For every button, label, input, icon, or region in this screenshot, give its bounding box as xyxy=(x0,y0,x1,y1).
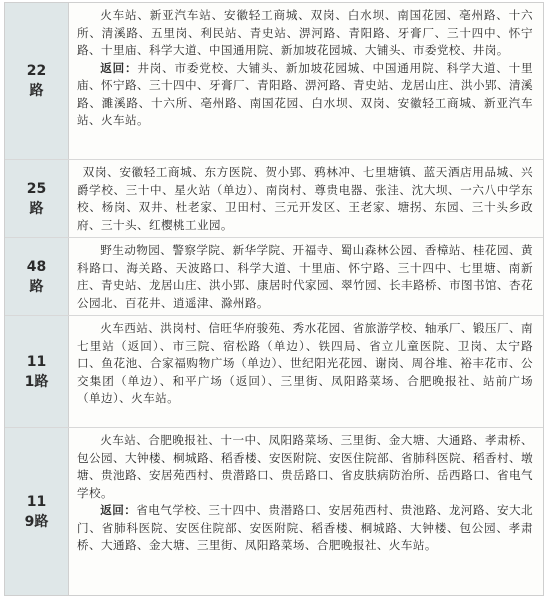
route-stops-cell xyxy=(69,316,543,427)
route-row-25 xyxy=(5,160,543,238)
forward-stops: 火车站、合肥晚报社、十一中、凤阳路菜场、三里街、金大塘、大通路、孝肃桥、包公园、大钟楼、桐城路、稻香楼、安医附院、安医住院部、省肺科医院、稻香村、墩塘、贵池路、安居苑西村、贵潜路口、贵岳路口、省皮肤病防治所、岳西路口、省电气学校。 xyxy=(77,433,533,500)
return-stops-text: 省电气学校、三十四中、贵潜路口、安居苑西村、贵池路、龙河路、安大北门、省肺科医院、安医住院部、安医附院、稻香楼、桐城路、大钟楼、包公园、孝肃桥、大通路、金大塘、三里街、凤阳路菜场、合肥晚报社、火车站。 xyxy=(77,503,534,552)
route-number-cell xyxy=(5,316,69,427)
return-stops xyxy=(77,502,533,555)
forward-stops: 火车西站、洪岗村、信旺华府骏苑、秀水花园、省旅游学校、轴承厂、锻压厂、南七里站（返回）、市三院、宿松路（单边）、铁四局、省立儿童医院、卫岗、太宁路口、鱼花池、合家福购物广场（单边）、世纪阳光花园、谢岗、周谷堆、裕丰花市、公交集团（单边）、和平广场（返回）、三里街、凤阳路菜场、合肥晚报社、站前广场（单边）、火车站。 xyxy=(77,321,533,405)
return-stops-text: 井岗、市委党校、大铺头、新加坡花园城、中国通用院、科学大道、十里庙、怀宁路、三十四中、牙膏厂、青阳路、淠河路、青史站、龙居山庄、洪小郢、清溪路、濉溪路、十六所、亳州路、南国花园、白水坝、双岗、安徽轻工商城、新亚汽车站、火车站。 xyxy=(77,60,533,127)
forward-stops: 双岗、安徽轻工商城、东方医院、贺小郢、鸦林冲、七里塘镇、蓝天酒店用品城、兴爵学校、三十中、星火站（单边）、南岗村、尊贵电器、张洼、沈大坝、一六八中学东校、杨岗、双井、杜老家、卫田村、三元开发区、王老家、塘拐、东园、三十头乡政府、三十头、红樱桃工业园。 xyxy=(77,165,533,232)
route-number-cell xyxy=(5,3,69,159)
route-number: 25路 xyxy=(26,180,47,217)
route-number: 48路 xyxy=(26,258,47,295)
return-label: 返回： xyxy=(100,503,137,517)
bus-route-table xyxy=(4,2,544,596)
route-row-119 xyxy=(5,428,543,595)
forward-stops: 火车站、新亚汽车站、安徽轻工商城、双岗、白水坝、南国花园、亳州路、十六所、清溪路、五里岗、利民站、青史站、淠河路、青阳路、牙膏厂、三十四中、怀宁路、十里庙、科学大道、中国通用院、新加坡花园城、大铺头、市委党校、井岗。 xyxy=(77,8,533,57)
route-number: 119路 xyxy=(24,493,49,530)
route-row-22 xyxy=(5,3,543,160)
route-stops-cell xyxy=(69,428,543,595)
route-number-cell xyxy=(5,160,69,237)
route-row-111 xyxy=(5,316,543,428)
forward-stops: 野生动物园、警察学院、新华学院、开福寺、蜀山森林公园、香樟站、桂花园、黄科路口、海关路、天波路口、科学大道、十里庙、怀宁路、三十四中、七里塘、南新庄、青史站、龙居山庄、洪小郢、康居时代家园、翠竹园、长丰路桥、市图书馆、杏花公园北、百花井、逍遥津、滁州路。 xyxy=(77,243,533,310)
route-number: 22路 xyxy=(26,63,47,99)
route-stops-cell xyxy=(69,238,543,315)
route-number-cell xyxy=(5,238,69,315)
route-stops-cell xyxy=(69,3,543,159)
return-label: 返回： xyxy=(100,60,138,75)
route-number-cell xyxy=(5,428,69,595)
route-row-48 xyxy=(5,238,543,316)
route-stops-cell xyxy=(69,160,543,237)
return-stops xyxy=(77,60,533,130)
route-number: 111路 xyxy=(24,353,49,390)
